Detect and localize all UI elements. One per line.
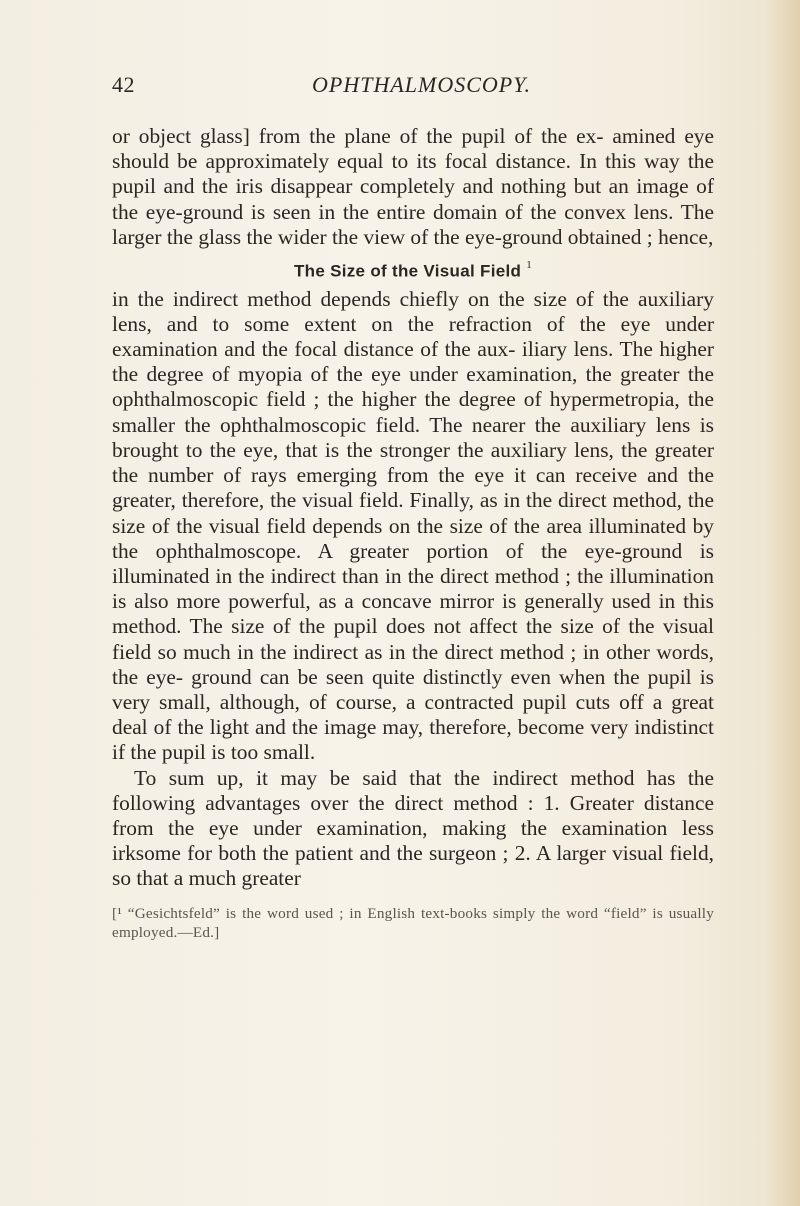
section-heading-text: The Size of the Visual Field bbox=[293, 261, 522, 281]
paragraph-summary: To sum up, it may be said that the indirect method has the following advantages over the direct method : 1. Greater distance from the eye under examination, making the examination less irksome for both the patient and the surgeon ; 2. A larger visual field, so that a much greater bbox=[112, 765, 714, 891]
page-edge-shadow bbox=[766, 0, 800, 1206]
body-text bbox=[112, 124, 714, 942]
paragraph-intro: or object glass] from the plane of the pupil of the ex- amined eye should be approximately equal to its focal distance. In this way the pupil and the iris disappear completely and nothing but an image of the eye-ground is seen in the entire domain of the convex lens. The larger the glass the wider the view of the eye-ground obtained ; hence, bbox=[112, 124, 714, 249]
heading-footnote-marker: 1 bbox=[526, 259, 533, 272]
footnote: [¹ “Gesichtsfeld” is the word used ; in English text-books simply the word “field” is usually employed.—Ed.] bbox=[112, 904, 714, 941]
paragraph-visual-field: in the indirect method depends chiefly on the size of the auxiliary lens, and to some extent on the refraction of the eye under examination and the focal distance of the aux- iliary lens. The higher the degree of myopia of the eye under examination, the greater the ophthalmoscopic field ; the higher the degree of hypermetropia, the smaller the ophthalmoscopic field. The nearer the auxiliary lens is brought to the eye, that is the stronger the auxiliary lens, the greater the number of rays emerging from the eye it can receive and the greater, therefore, the visual field. Finally, as in the direct method, the size of the visual field depends on the size of the area illuminated by the ophthalmoscope. A greater portion of the eye-ground is illuminated in the indirect than in the direct method ; the illumination is also more powerful, as a concave mirror is generally used in this method. The size of the pupil does not affect the size of the visual field so much in the indirect as in the direct method ; in other words, the eye- ground can be seen quite distinctly even when the pupil is very small, although, of course, a contracted pupil cuts off a great deal of the light and the image may, therefore, become very indistinct if the pupil is too small. bbox=[112, 286, 714, 765]
page-header bbox=[112, 72, 714, 102]
running-title: OPHTHALMOSCOPY. bbox=[312, 72, 531, 97]
section-heading bbox=[112, 256, 714, 283]
page-number: 42 bbox=[112, 72, 135, 97]
